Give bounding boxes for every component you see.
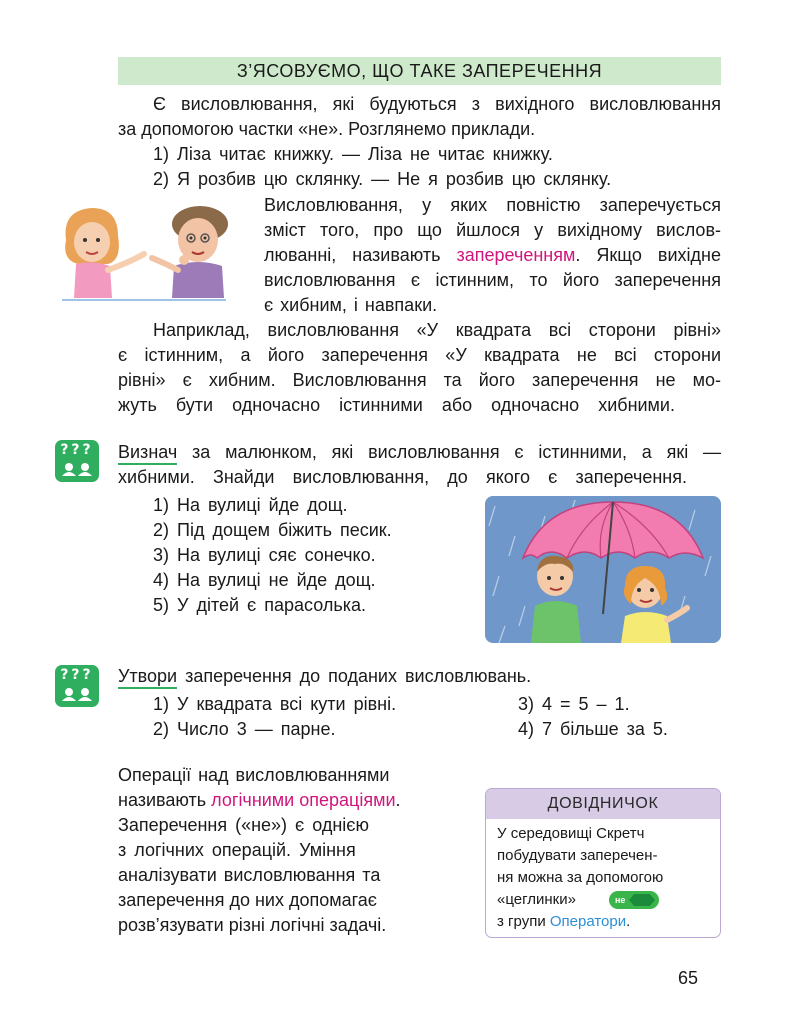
task2-text: заперечення до поданих висловлювань. [177,666,532,686]
task1-line-2: хибними. Знайди висловлювання, до якого є заперечення. [118,467,687,487]
definition-text: люванні, називають [264,245,457,265]
reference-text: «цеглинки» [497,891,576,908]
scratch-block-label: не [615,895,626,905]
operators-group: Оператори [549,913,627,930]
task2-verb: Утвори [118,666,177,689]
task1-item: 1) На вулиці йде дощ. [153,495,348,515]
operations-line-7: розв’язувати різні логічні задачі. [118,915,387,935]
intro-line-2: за допомогою частки «не». Розглянемо приклади. [118,119,536,139]
example-1: 1) Ліза читає книжку. — Ліза не читає книжку. [153,144,553,164]
reference-text: з групи [497,913,550,930]
task-icon-2 [55,665,99,707]
task2-item: 1) У квадрата всі кути рівні. [153,694,397,714]
task2-item: 4) 7 більше за 5. [518,719,668,739]
intro-line-1: Є висловлювання, які будуються з вихідного висловлювання [153,94,721,114]
definition-text: . Якщо вихідне [575,245,721,265]
question-marks-icon: ??? [60,667,94,683]
reference-line [497,889,697,911]
definition-line-4: висловлювання є істинним, то його заперечення [264,270,721,290]
reference-text: . [626,913,631,930]
task2-line-1 [118,664,531,689]
task1-verb: Визнач [118,442,177,465]
operations-line-5: аналізувати висловлювання та [118,865,381,885]
operations-text: називають [118,790,212,810]
reference-line: ня можна за допомогою [497,869,664,886]
reference-line: У середовищі Скретч [497,825,645,842]
children-illustration [52,200,230,304]
task2-item: 3) 4 = 5 – 1. [518,694,630,714]
term-logical-operations: логічними операціями [211,790,396,810]
question-marks-icon: ??? [60,442,94,458]
people-icon [61,462,93,476]
task-icon-1 [55,440,99,482]
operations-text: . [395,790,401,810]
reference-line [497,911,630,933]
operations-line-6: заперечення до них допомагає [118,890,377,910]
example-paragraph-line-1: Наприклад, висловлювання «У квадрата всі сторони рівні» [153,320,721,340]
operations-line-4: з логічних операцій. Уміння [118,840,356,860]
people-icon [61,687,93,701]
definition-line-5: є хибним, і навпаки. [264,295,438,315]
rain-illustration [485,496,721,643]
definition-line-1: Висловлювання, у яких повністю заперечується [264,195,721,215]
operations-line-2 [118,788,401,813]
reference-title: ДОВІДНИЧОК [486,789,720,819]
term-negation: запереченням [456,245,576,265]
task2-item: 2) Число 3 — парне. [153,719,336,739]
definition-line-3 [264,243,721,268]
example-2: 2) Я розбив цю склянку. — Не я розбив цю склянку. [153,169,612,189]
task1-item: 2) Під дощем біжить песик. [153,520,392,540]
example-paragraph-line-4: жуть бути одночасно істинними або одночасно хибними. [118,395,675,415]
section-title: З’ЯСОВУЄМО, ЩО ТАКЕ ЗАПЕРЕЧЕННЯ [118,57,721,85]
page-number: 65 [678,968,699,988]
task1-text: за малюнком, які висловлювання є істинними, а які — [177,442,721,462]
reference-line: побудувати заперечен- [497,847,658,864]
reference-box [485,788,721,938]
task1-item: 5) У дітей є парасолька. [153,595,366,615]
task1-item: 3) На вулиці сяє сонечко. [153,545,376,565]
scratch-not-block [609,891,659,909]
definition-line-2: зміст того, про що йшлося у вихідному вислов- [264,220,721,240]
task1-item: 4) На вулиці не йде дощ. [153,570,376,590]
hexagon-slot-icon [629,894,655,906]
example-paragraph-line-2: є істинним, а його заперечення «У квадрата не всі сторони [118,345,721,365]
operations-line-3: Заперечення («не») є однією [118,815,369,835]
example-paragraph-line-3: рівні» є хибним. Висловлювання та його заперечення не мо- [118,370,721,390]
operations-line-1: Операції над висловлюваннями [118,765,390,785]
task1-line-1 [118,440,721,465]
